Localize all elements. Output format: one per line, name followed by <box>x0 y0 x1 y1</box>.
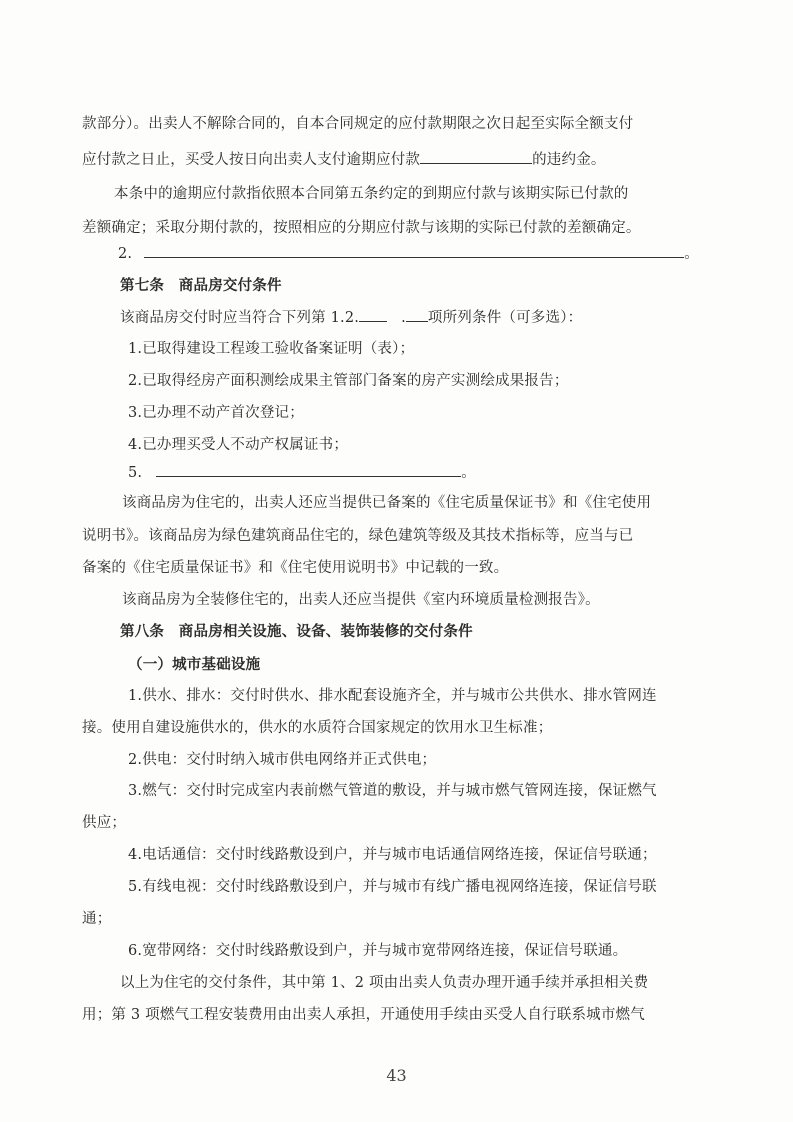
text-line <box>120 307 582 328</box>
text-segment: 应付款之日止，买受人按日向出卖人支付逾期应付款 <box>82 152 421 168</box>
text-line: 该商品房为住宅的，出卖人还应当提供已备案的《住宅质量保证书》和《住宅使用 <box>122 495 652 511</box>
text-segment: 。 <box>461 465 476 481</box>
list-item: 3.燃气：交付时完成室内表前燃气管道的敷设，并与城市燃气管网连接，保证燃气 <box>128 783 657 799</box>
text-line: 用；第 3 项燃气工程安装费用由出卖人承担，开通使用手续由买受人自行联系城市燃气 <box>82 1007 645 1023</box>
list-item: 5.有线电视：交付时线路敷设到户，并与城市有线广播电视网络连接，保证信号联 <box>128 879 657 895</box>
text-line: 接。使用自建设施供水的，供水的水质符合国家规定的饮用水卫生标准； <box>82 720 553 736</box>
text-line: 差额确定；采取分期付款的，按照相应的分期应付款与该期的实际已付款的差额确定。 <box>82 220 641 236</box>
page-number: 43 <box>386 1066 407 1085</box>
text-segment: . <box>401 310 406 326</box>
list-item: 4.已办理买受人不动产权属证书； <box>128 437 349 453</box>
text-line: 通； <box>82 911 112 927</box>
list-item: 1.供水、排水：交付时供水、排水配套设施齐全，并与城市公共供水、排水管网连 <box>128 688 657 704</box>
article-7-heading: 第七条 商品房交付条件 <box>120 278 282 294</box>
text-line: 供应； <box>82 815 127 831</box>
text-segment: 5. <box>128 465 143 481</box>
text-line: 该商品房为全装修住宅的，出卖人还应当提供《室内环境质量检测报告》。 <box>122 592 600 608</box>
subsection-heading: （一）城市基础设施 <box>128 657 261 673</box>
text-line: 以上为住宅的交付条件，其中第 1、2 项由出卖人负责办理开通手续并承担相关费 <box>120 975 649 991</box>
text-segment: 项所列条件（可多选）： <box>427 310 583 326</box>
text-segment: 的违约金。 <box>532 152 606 168</box>
text-line: 款部分）。出卖人不解除合同的，自本合同规定的应付款期限之次日起至实际全额支付 <box>82 116 634 132</box>
text-line: 本条中的逾期应付款指依照本合同第五条约定的到期应付款与该期实际已付款的 <box>114 186 629 202</box>
fill-in-blank <box>359 307 387 322</box>
article-8-heading: 第八条 商品房相关设施、设备、装饰装修的交付条件 <box>120 624 473 640</box>
text-segment: 该商品房交付时应当符合下列第 1.2. <box>120 310 360 326</box>
fill-in-blank <box>156 462 461 477</box>
list-item: 2.供电：交付时纳入城市供电网络并正式供电； <box>128 752 437 768</box>
text-line: 说明书》。该商品房为绿色建筑商品住宅的，绿色建筑等级及其技术指标等，应当与已 <box>82 528 634 544</box>
fill-in-blank <box>406 307 428 322</box>
text-segment: 2. <box>118 246 133 262</box>
fill-in-blank <box>144 243 684 258</box>
list-item: 3.已办理不动产首次登记； <box>128 405 304 421</box>
text-line <box>82 149 606 170</box>
list-item: 2.已取得经房产面积测绘成果主管部门备案的房产实测绘成果报告； <box>128 373 569 389</box>
fill-in-blank <box>420 149 532 164</box>
list-item <box>128 462 476 483</box>
list-item: 4.电话通信：交付时线路敷设到户，并与城市电话通信网络连接，保证信号联通； <box>128 847 657 863</box>
text-line: 备案的《住宅质量保证书》和《住宅使用说明书》中记载的一致。 <box>82 560 509 576</box>
list-item: 6.宽带网络：交付时线路敷设到户，并与城市宽带网络连接，保证信号联通。 <box>128 943 628 959</box>
text-line <box>118 243 699 264</box>
list-item: 1.已取得建设工程竣工验收备案证明（表）； <box>128 341 415 357</box>
text-segment: 。 <box>684 246 699 262</box>
